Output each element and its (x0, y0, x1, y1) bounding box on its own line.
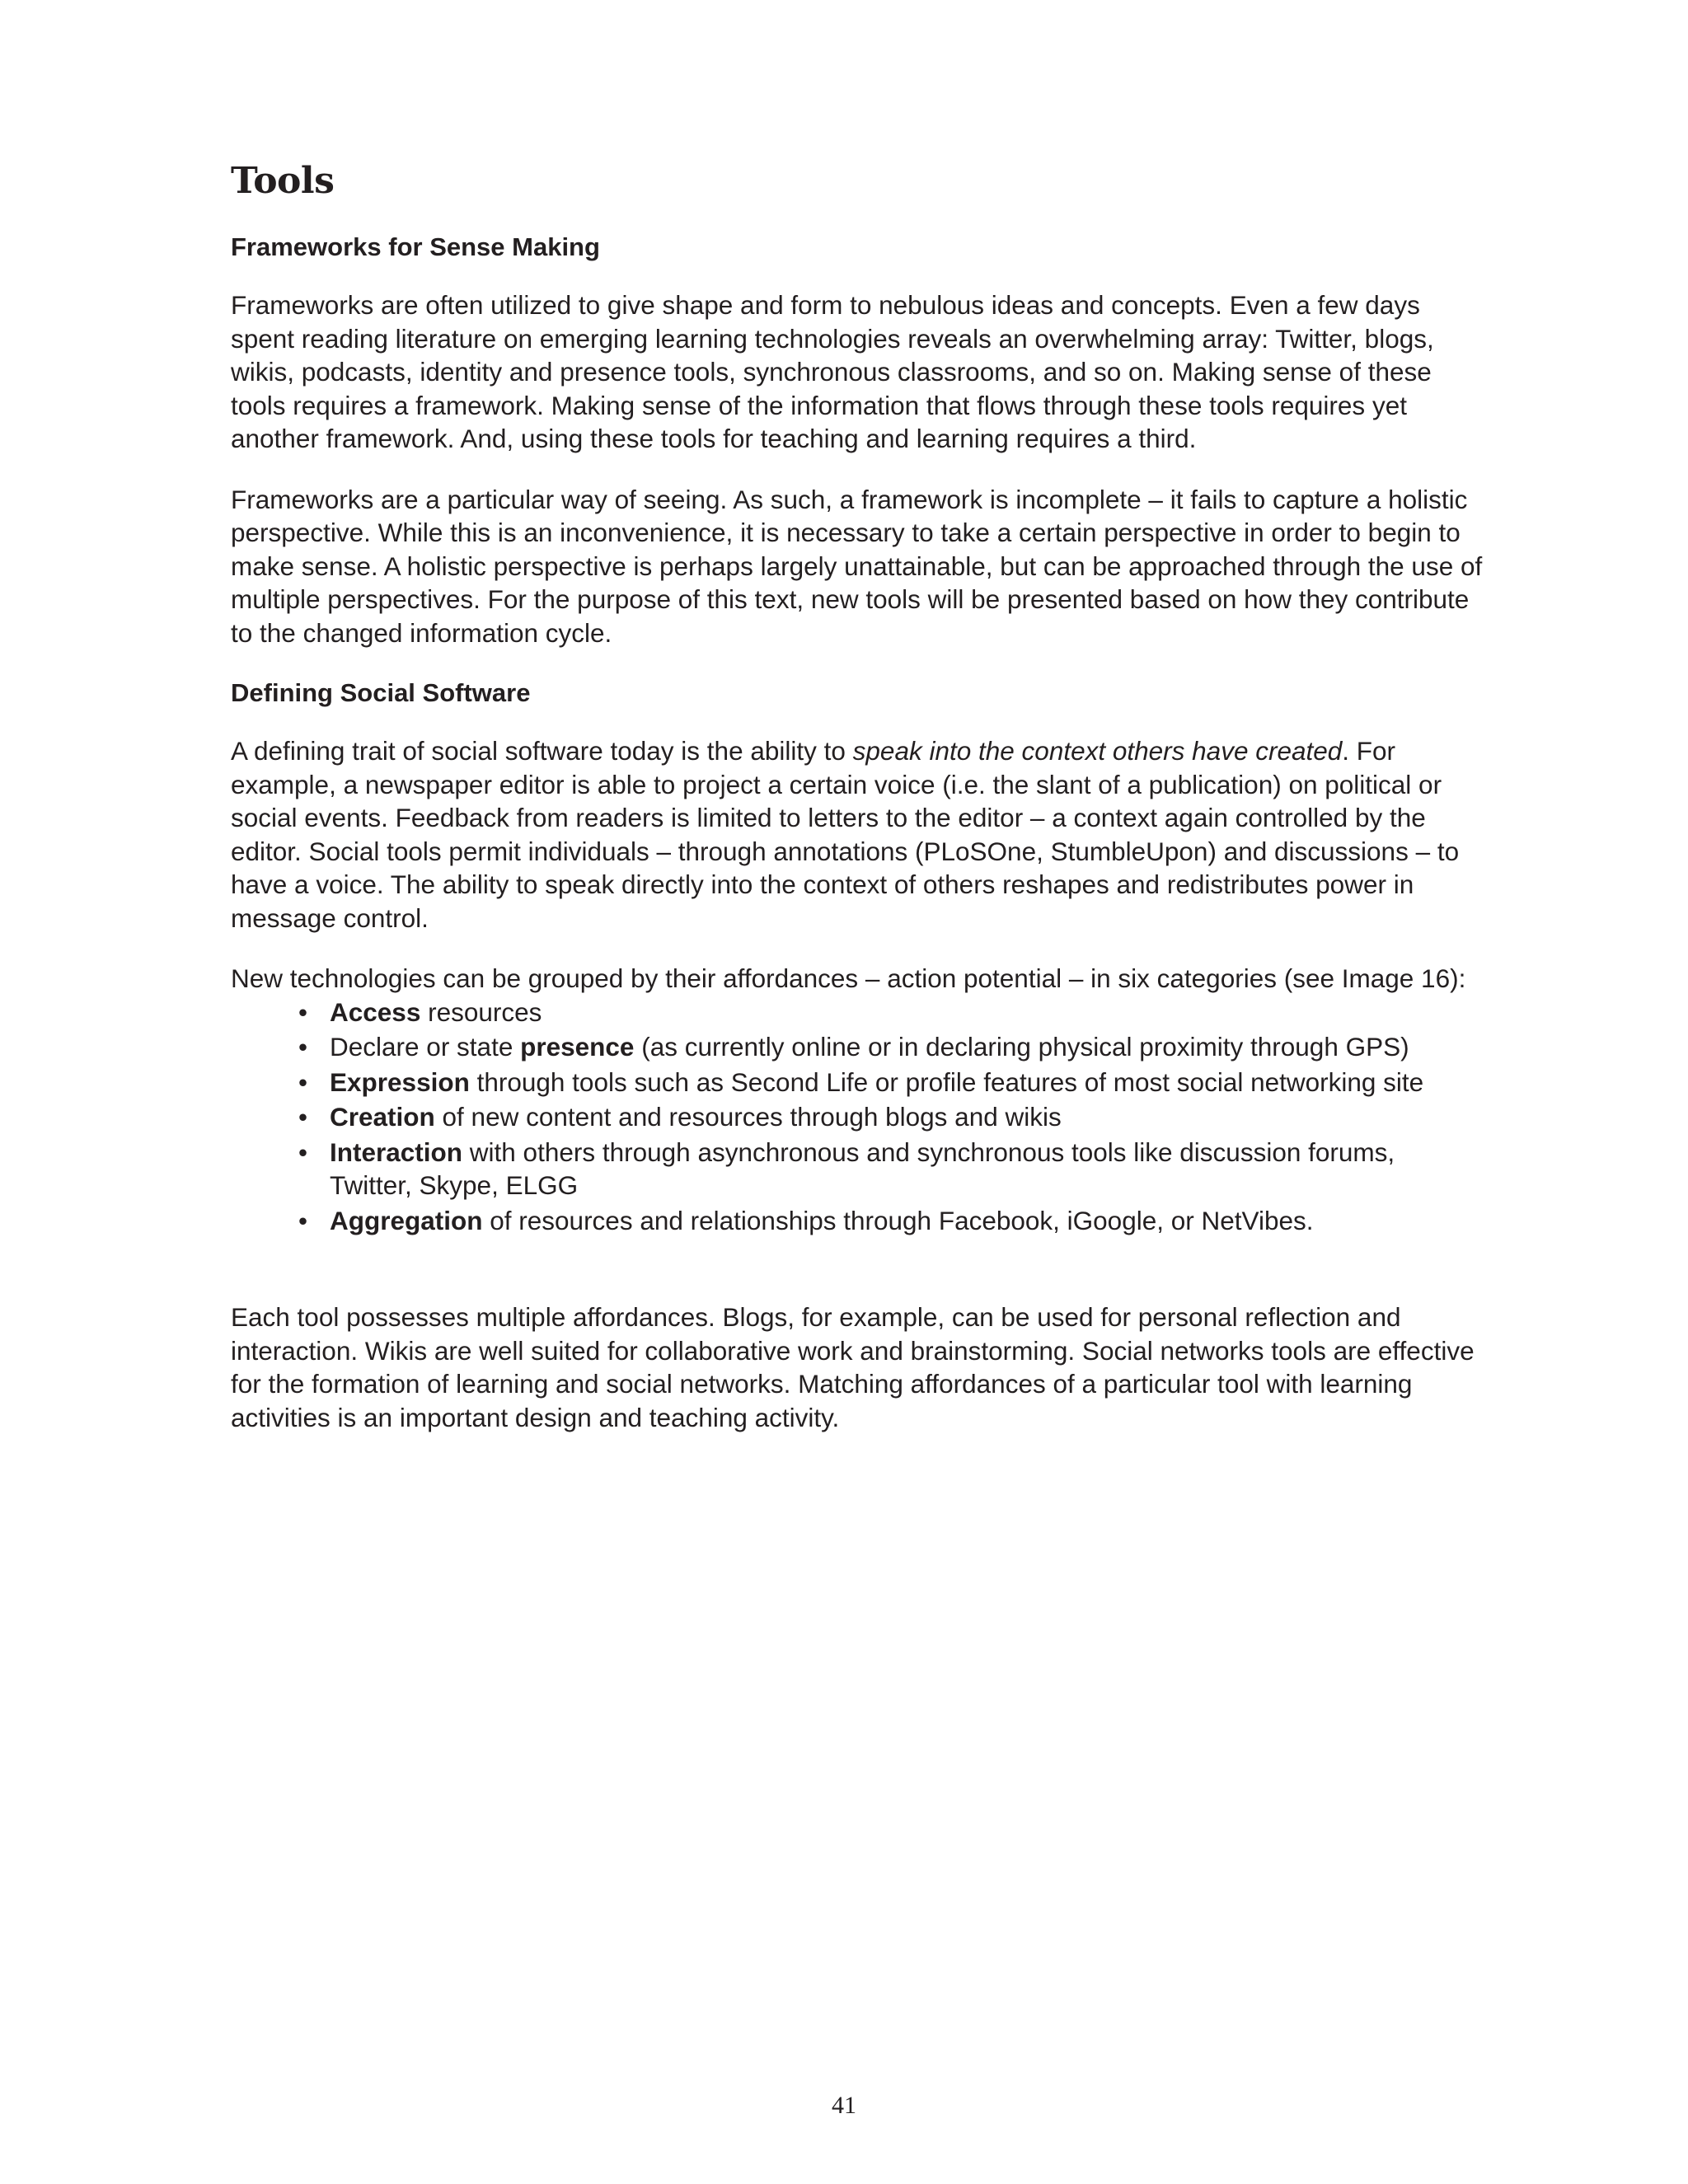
bullet-icon: • (298, 1205, 308, 1235)
bullet-icon: • (298, 1102, 308, 1132)
paragraph-frameworks-2: Frameworks are a particular way of seeing. As such, a framework is incomplete – it fails to capture a holistic perspective. While this is an inconvenience, it is necessary to take a certain perspective in order to begin to make sense. A holistic perspective is perhaps largely unattainable, but can be approached through the use of multiple perspectives. For the purpose of this text, new tools will be presented based on how they contribute to the changed information cycle. (231, 484, 1483, 648)
list-item-text: (as currently online or in declaring physical proximity through GPS) (634, 1032, 1409, 1062)
page-heading: Tools (231, 160, 335, 202)
bullet-icon: • (298, 996, 308, 1027)
paragraph-tool-affordances: Each tool possesses multiple affordances. Blogs, for example, can be used for personal reflection and interaction. Wikis are well suited for collaborative work and brainstorming. Social networks tools are effective for the formation of learning and social networks. Matching affordances of a particular tool with learning activities is an important design and teaching activity. (231, 1302, 1475, 1432)
section-heading-social-software: Defining Social Software (231, 678, 531, 707)
bullet-icon: • (298, 1032, 308, 1062)
page-content (231, 157, 1484, 1461)
list-item-keyword: Aggregation (330, 1205, 483, 1235)
section-heading-frameworks: Frameworks for Sense Making (231, 232, 600, 261)
list-item-keyword: Access (330, 996, 421, 1027)
bullet-icon: • (298, 1066, 308, 1097)
page-number: 41 (832, 2092, 856, 2119)
list-item (298, 996, 1484, 1029)
list-item-text: resources (420, 996, 542, 1027)
list-item-text: with others through asynchronous and synchronous tools like discussion forums, Twitter, Skype, ELGG (330, 1137, 1395, 1200)
list-item (298, 1066, 1484, 1099)
list-item (298, 1136, 1484, 1202)
list-item (298, 1204, 1484, 1238)
affordances-list (231, 996, 1484, 1238)
list-item-keyword: Interaction (330, 1137, 463, 1167)
list-item-text: Declare or state (330, 1032, 521, 1062)
spacer (231, 1239, 1484, 1301)
emphasis-text: speak into the context others have created (852, 736, 1343, 766)
bullet-icon: • (298, 1137, 308, 1167)
list-item (298, 1100, 1484, 1134)
list-item-keyword: Expression (330, 1066, 470, 1097)
paragraph-social-software-1 (231, 734, 1484, 935)
paragraph-text: . For example, a newspaper editor is able to project a certain voice (i.e. the slant of a publication) on political or social events. Feedback from readers is limited to letters to the editor – a context again controlled by the editor. Social tools permit individuals – through annotations (PLoSOne, StumbleUpon) and discussions – to have a voice. The ability to speak directly into the context of others reshapes and redistributes power in message control. (231, 736, 1460, 933)
paragraph-frameworks-1: Frameworks are often utilized to give shape and form to nebulous ideas and concepts. Even a few days spent reading literature on emerging learning technologies reveals an overwhelming array: Twitter, blogs, wikis, podcasts, identity and presence tools, synchronous classrooms, and so on. Making sense of these tools requires a framework. Making sense of the information that flows through these tools requires yet another framework. And, using these tools for teaching and learning requires a third. (231, 290, 1434, 453)
list-item-text: of new content and resources through blogs and wikis (434, 1102, 1062, 1132)
paragraph-text: A defining trait of social software today is the ability to (231, 736, 853, 766)
list-item-text: of resources and relationships through Facebook, iGoogle, or NetVibes. (482, 1205, 1314, 1235)
paragraph-affordances-intro: New technologies can be grouped by their affordances – action potential – in six categories (see Image 16): (231, 963, 1466, 993)
list-item-keyword: Creation (330, 1102, 435, 1132)
list-item-keyword: presence (520, 1032, 635, 1062)
list-item (298, 1030, 1484, 1064)
list-item-text: through tools such as Second Life or profile features of most social networking site (469, 1066, 1424, 1097)
